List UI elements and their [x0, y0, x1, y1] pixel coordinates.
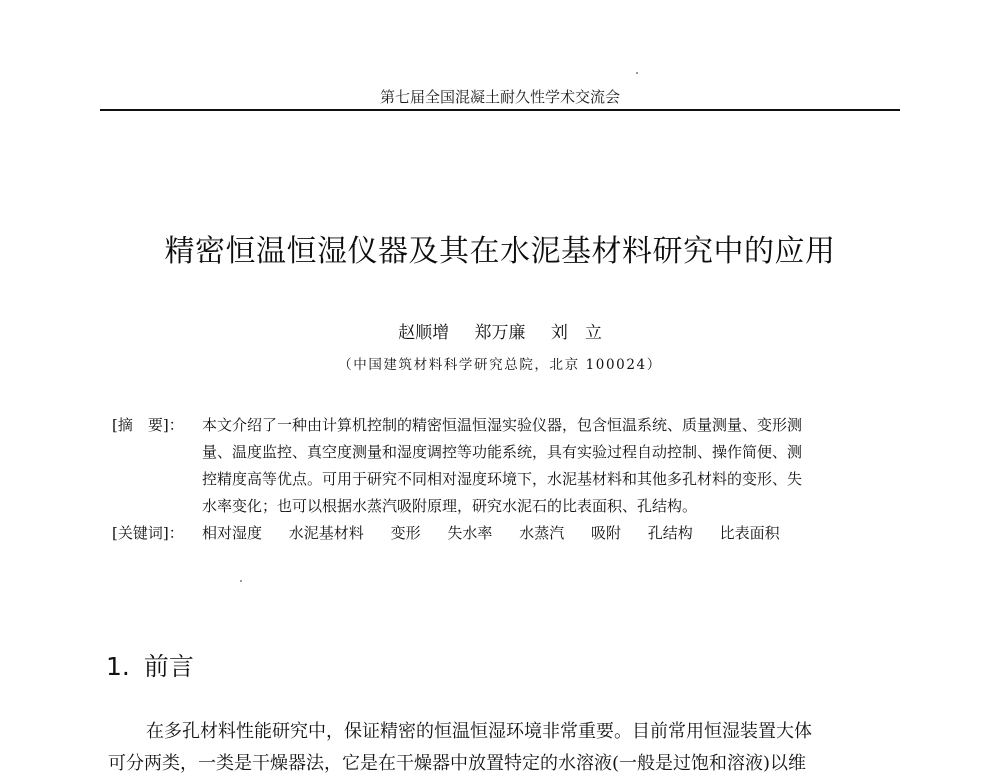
keywords-line	[112, 520, 902, 547]
affiliation: （中国建筑材料科学研究总院，北京 100024）	[338, 357, 662, 373]
scan-artifact	[240, 580, 242, 582]
keyword: 比表面积	[719, 524, 780, 542]
paragraph-line: 在多孔材料性能研究中，保证精密的恒温恒湿环境非常重要。目前常用恒湿装置大体	[146, 721, 812, 742]
keyword: 孔结构	[647, 524, 693, 542]
keyword: 水泥基材料	[288, 524, 364, 542]
abstract-text: 本文介绍了一种由计算机控制的精密恒温恒湿实验仪器，包含恒温系统、质量测量、变形测	[202, 416, 803, 434]
paragraph-line: 可分两类，一类是干燥器法，它是在干燥器中放置特定的水溶液(一般是过饱和溶液)以维	[108, 753, 807, 774]
paper-title: 精密恒温恒湿仪器及其在水泥基材料研究中的应用	[164, 234, 836, 269]
author: 刘 立	[550, 323, 602, 343]
keywords-list	[202, 520, 897, 547]
keyword: 失水率	[447, 524, 493, 542]
abstract-label: [摘 要]：	[112, 416, 184, 434]
abstract-block	[112, 412, 902, 547]
running-header: 第七届全国混凝土耐久性学术交流会	[379, 88, 620, 106]
section-heading	[106, 647, 194, 683]
keyword: 相对湿度	[202, 524, 263, 542]
keyword: 变形	[390, 524, 421, 542]
abstract-line	[112, 466, 902, 493]
body-paragraph	[108, 716, 900, 780]
scan-artifact	[636, 72, 638, 74]
abstract-line	[112, 493, 902, 520]
abstract-text: 水率变化；也可以根据水蒸汽吸附原理，研究水泥石的比表面积、孔结构。	[202, 497, 698, 515]
author: 赵顺增	[398, 323, 450, 343]
keyword: 吸附	[590, 524, 621, 542]
header-rule	[100, 109, 900, 111]
keyword: 水蒸汽	[519, 524, 565, 542]
keywords-label: [关键词]：	[112, 524, 184, 542]
abstract-line	[112, 412, 902, 439]
abstract-line	[112, 439, 902, 466]
author-list	[100, 318, 900, 343]
abstract-text: 量、温度监控、真空度测量和湿度调控等功能系统，具有实验过程自动控制、操作简便、测	[202, 443, 803, 461]
abstract-text: 控精度高等优点。可用于研究不同相对湿度环境下，水泥基材料和其他多孔材料的变形、失	[202, 470, 803, 488]
section-title: 前言	[143, 652, 194, 681]
section-number: 1.	[106, 652, 130, 681]
author: 郑万廉	[474, 323, 526, 343]
